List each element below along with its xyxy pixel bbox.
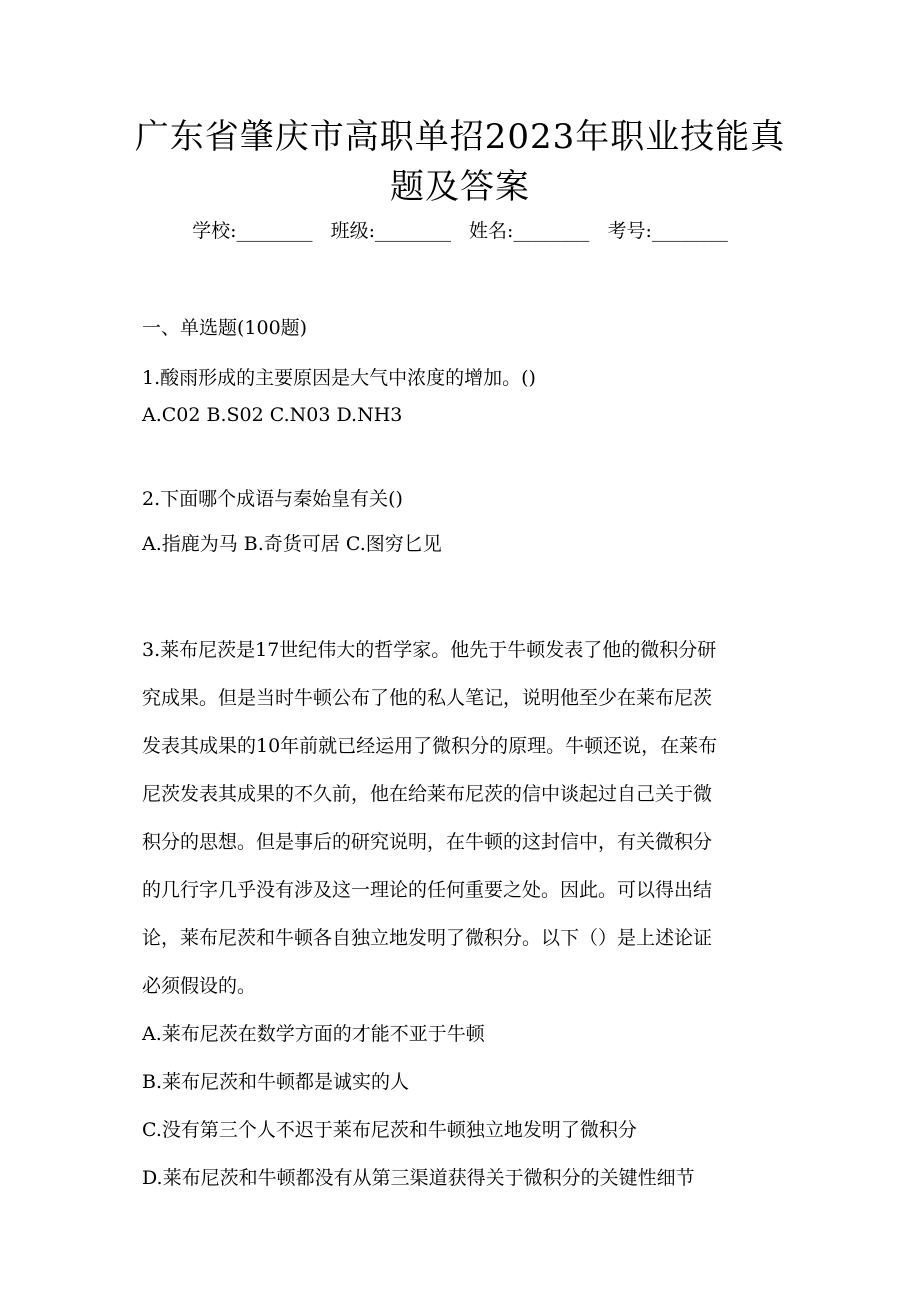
student-info-line	[140, 217, 780, 245]
question-3-stem-line: 论，莱布尼茨和牛顿各自独立地发明了微积分。以下（）是上述论证	[142, 927, 713, 949]
question-3-stem-line: 究成果。但是当时牛顿公布了他的私人笔记，说明他至少在莱布尼茨	[142, 687, 713, 709]
question-3-option-a: A.莱布尼茨在数学方面的才能不亚于牛顿	[142, 1023, 485, 1045]
question-3-stem-line: 的几行字几乎没有涉及这一理论的任何重要之处。因此。可以得出结	[142, 879, 713, 901]
question-3-stem-line: 尼茨发表其成果的不久前，他在给莱布尼茨的信中谈起过自己关于微	[142, 783, 713, 805]
page-title-line-2: 题及答案	[390, 167, 530, 207]
question-3-option-c: C.没有第三个人不迟于莱布尼茨和牛顿独立地发明了微积分	[142, 1119, 637, 1141]
question-3-stem-line: 必须假设的。	[142, 975, 257, 997]
question-1-options: A.C02 B.S02 C.N03 D.NH3	[142, 404, 403, 426]
question-2-options: A.指鹿为马 B.奇货可居 C.图穷匕见	[142, 533, 442, 555]
question-3-stem-line: 积分的思想。但是事后的研究说明，在牛顿的这封信中，有关微积分	[142, 831, 713, 853]
question-3-stem	[142, 626, 782, 1202]
section-heading: 一、单选题(100题)	[142, 317, 308, 339]
school-field: 学校:________	[192, 220, 313, 242]
question-2-stem: 2.下面哪个成语与秦始皇有关()	[142, 488, 403, 510]
question-3-stem-line: 发表其成果的10年前就已经运用了微积分的原理。牛顿还说，在莱布	[142, 735, 718, 757]
question-3-option-d: D.莱布尼茨和牛顿都没有从第三渠道获得关于微积分的关键性细节	[142, 1167, 695, 1189]
question-3-option-b: B.莱布尼茨和牛顿都是诚实的人	[142, 1071, 410, 1093]
question-3-stem-line: 3.莱布尼茨是17世纪伟大的哲学家。他先于牛顿发表了他的微积分研	[142, 639, 717, 661]
question-1-stem: 1.酸雨形成的主要原因是大气中浓度的增加。()	[142, 367, 536, 389]
name-field: 姓名:________	[469, 220, 590, 242]
class-field: 班级:________	[330, 220, 451, 242]
page-title-line-1: 广东省肇庆市高职单招2023年职业技能真	[134, 117, 786, 157]
exam-number-field: 考号:________	[607, 220, 728, 242]
